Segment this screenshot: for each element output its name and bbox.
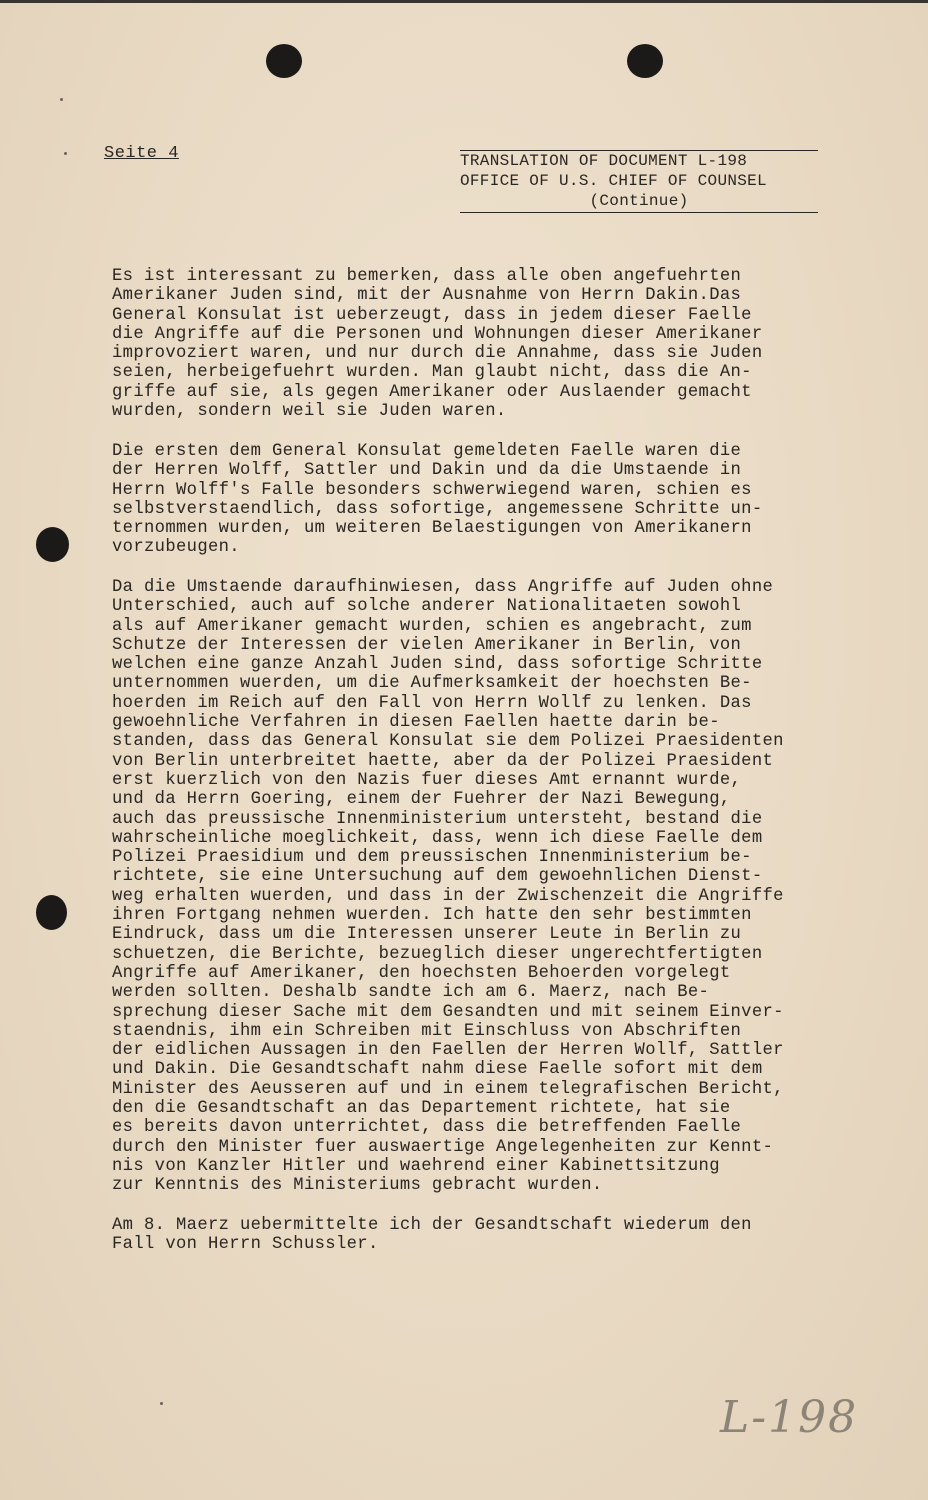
paragraph: Es ist interessant zu bemerken, dass alle oben angefuehrten Amerikaner Juden sind, mit der Ausnahme von Herrn Dakin.Das General Konsulat ist ueberzeugt, dass in jedem dieser Faelle die Angriffe auf die Personen und Wohnungen dieser Amerikaner improvoziert waren, und nur durch die Annahme, dass sie Juden seien, herbeigefuehrt wurden. Man glaubt nicht, dass die An- griffe auf sie, als gegen Amerikaner oder Auslaender gemacht wurden, sondern weil sie Juden waren. (112, 267, 763, 422)
header-office: OFFICE OF U.S. CHIEF OF COUNSEL (460, 172, 767, 190)
paragraph: Am 8. Maerz uebermittelte ich der Gesandtschaft wiederum den Fall von Herrn Schussler. (112, 1216, 752, 1255)
punch-hole-top-left (266, 44, 302, 78)
paper-speck (160, 1402, 163, 1405)
punch-hole-side-upper (36, 527, 69, 562)
paragraph: Die ersten dem General Konsulat gemeldeten Faelle waren die der Herren Wolff, Sattler und Dakin und da die Umstaende in Herrn Wolff's Falle besonders schwerwiegend waren, schien es selbstverstaendlich, dass sofortige, angemessene Schritte un- ternommen wurden, um weiteren Belaestigungen von Amerikanern vorzubeugen. (112, 442, 763, 558)
page-number: Seite 4 (104, 144, 179, 163)
header-continue: (Continue) (460, 191, 818, 213)
punch-hole-top-right (627, 44, 663, 78)
punch-hole-side-lower (36, 895, 67, 930)
header-title: TRANSLATION OF DOCUMENT L-198 (460, 152, 748, 170)
handwritten-document-reference: L-198 (720, 1392, 859, 1443)
paper-speck (60, 98, 63, 101)
paper-speck (64, 152, 67, 155)
page-top-edge (0, 0, 928, 3)
paragraph: Da die Umstaende daraufhinwiesen, dass Angriffe auf Juden ohne Unterschied, auch auf solche anderer Nationalitaeten sowohl als auf Amerikaner gemacht wurden, schien es angebracht, zum Schutze der Interessen der vielen Amerikaner in Berlin, von welchen eine ganze Anzahl Juden sind, dass sofortige Schritte unternommen wuerden, um die Aufmerksamkeit der hoechsten Be- hoerden im Reich auf den Fall von Herrn Wollf zu lenken. Das gewoehnliche Verfahren in diesen Faellen haette darin be- standen, dass das General Konsulat sie dem Polizei Praesidenten von Berlin unterbreitet haette, aber da der Polizei Praesident erst kuerzlich von den Nazis fuer dieses Amt ernannt wurde, und da Herrn Goering, einem der Fuehrer der Nazi Bewegung, auch das preussische Innenministerium untersteht, bestand die wahrscheinliche moeglichkeit, dass, wenn ich diese Faelle dem Polizei Praesidium und dem preussischen Innenministerium be- richtete, sie eine Untersuchung auf dem gewoehnlichen Dienst- weg erhalten wuerden, und dass in der Zwischenzeit die Angriffe ihren Fortgang nehmen wuerden. Ich hatte den sehr bestimmten Eindruck, dass um die Interessen unserer Leute in Berlin zu schuetzen, die Berichte, bezueglich dieser ungerechtfertigten Angriffe auf Amerikaner, den hoechsten Behoerden vorgelegt werden sollten. Deshalb sandte ich am 6. Maerz, nach Be- sprechung dieser Sache mit dem Gesandten und mit seinem Einver- staendnis, ihm ein Schreiben mit Einschluss von Abschriften der eidlichen Aussagen in den Faellen der Herren Wollf, Sattler und Dakin. Die Gesandtschaft nahm diese Faelle sofort mit dem Minister des Aeusseren auf und in einem telegrafischen Bericht, den die Gesandtschaft an das Departement richtete, hat sie es bereits davon unterrichtet, dass die betreffenden Faelle durch den Minister fuer auswaertige Angelegenheiten zur Kennt- nis von Kanzler Hitler und waehrend einer Kabinettsitzung zur Kenntnis des Ministeriums gebracht wurden. (112, 578, 784, 1196)
document-header (460, 150, 820, 213)
